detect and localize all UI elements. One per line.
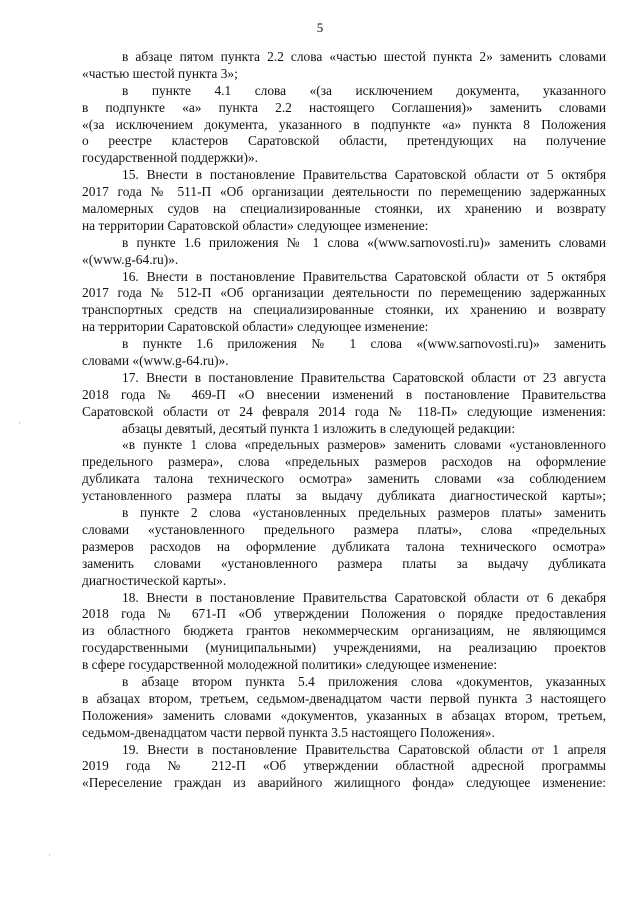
text-line: Саратовской области от 24 февраля 2014 года № 118-П» следующие изменения: (82, 403, 606, 419)
text-line: в абзаце втором пункта 5.4 приложения слова «документов, указанных (122, 673, 606, 689)
text-line: в абзацах втором, третьем, седьмом-двенадцатом части первой пункта 3 настоящего (82, 690, 606, 706)
text-line: «частью шестой пункта 3»; (82, 65, 238, 81)
text-line: из областного бюджета грантов некоммерческим организациям, не являющимся (82, 623, 606, 639)
text-line: «(за исключением документа, указанного в подпункте «а» пункта 8 Положения (82, 116, 606, 132)
text-line: на территории Саратовской области» следующее изменение: (82, 217, 429, 233)
text-line: государственными (муниципальными) учреждениями, на реализацию проектов (82, 640, 606, 656)
text-line: маломерных судов на специализированные стоянки, их хранению и возврату (82, 201, 606, 217)
scan-mark: · (18, 419, 21, 429)
text-line: в абзаце пятом пункта 2.2 слова «частью шестой пункта 2» заменить словами (122, 49, 606, 64)
text-line: предельного размера», слова «предельных размеров расходов на оформление (82, 454, 606, 470)
text-line: 15. Внести в постановление Правительства Саратовской области от 5 октября (122, 167, 606, 183)
text-line: 17. Внести в постановление Правительства Саратовской области от 23 августа (122, 369, 606, 385)
text-line: на территории Саратовской области» следующее изменение: (82, 319, 429, 335)
text-line: диагностической карты». (82, 572, 227, 588)
text-line: 19. Внести в постановление Правительства Саратовской области от 1 апреля (122, 741, 606, 757)
text-line: 2018 года № 671-П «Об утверждении Положения о порядке предоставления (82, 606, 606, 622)
text-line: седьмом-двенадцатом части первой пункта 3.5 настоящего Положения». (82, 724, 495, 740)
text-line: 18. Внести в постановление Правительства Саратовской области от 6 декабря (122, 589, 606, 605)
text-line: словами «(www.g-64.ru)». (82, 353, 229, 369)
text-line: государственной поддержки)». (82, 150, 258, 166)
scan-mark: · (48, 851, 51, 861)
text-line: «в пункте 1 слова «предельных размеров» заменить словами «установленного (122, 437, 606, 453)
text-line: 16. Внести в постановление Правительства Саратовской области от 5 октября (122, 268, 606, 284)
text-line: в подпункте «а» пункта 2.2 настоящего Соглашения)» заменить словами (82, 99, 606, 115)
text-line: в сфере государственной молодежной политики» следующее изменение: (82, 657, 498, 673)
text-line: заменить словами «установленного размера платы за выдачу дубликата (82, 555, 606, 571)
text-line: транспортных средств на специализированные стоянки, их хранению и возврату (82, 302, 606, 318)
text-line: абзацы девятый, десятый пункта 1 изложить в следующей редакции: (122, 420, 516, 436)
text-line: словами «установленного предельного размера платы», слова «предельных (82, 521, 606, 537)
text-line: в пункте 1.6 приложения № 1 слова «(www.sarnovosti.ru)» заменить (122, 336, 606, 352)
text-line: 2019 года № 212-П «Об утверждении областной адресной программы (82, 758, 606, 774)
text-line: «(www.g-64.ru)». (82, 251, 179, 267)
text-line: Положения» заменить словами «документов, указанных в абзацах втором, третьем, (82, 707, 606, 723)
text-line: 2018 года № 469-П «О внесении изменений в постановление Правительства (82, 386, 606, 402)
text-line: в пункте 1.6 приложения № 1 слова «(www.sarnovosti.ru)» заменить словами (122, 234, 606, 250)
text-line: «Переселение граждан из аварийного жилищного фонда» следующее изменение: (82, 775, 606, 791)
page-number: 5 (316, 20, 324, 35)
text-line: дубликата талона технического осмотра» заменить словами «за соблюдением (82, 471, 606, 487)
text-line: размеров расходов на оформление дубликата талона технического осмотра» (82, 538, 606, 554)
text-line: о реестре кластеров Саратовской области, претендующих на получение (82, 133, 606, 149)
document-body (82, 49, 606, 792)
text-line: в пункте 4.1 слова «(за исключением документа, указанного (122, 82, 606, 98)
text-line: 2017 года № 512-П «Об организации деятельности по перемещению задержанных (82, 285, 606, 301)
text-line: 2017 года № 511-П «Об организации деятельности по перемещению задержанных (82, 184, 606, 200)
text-line: установленного размера платы за выдачу дубликата диагностической карты»; (82, 488, 606, 504)
text-line: в пункте 2 слова «установленных предельных размеров платы» заменить (122, 505, 606, 521)
